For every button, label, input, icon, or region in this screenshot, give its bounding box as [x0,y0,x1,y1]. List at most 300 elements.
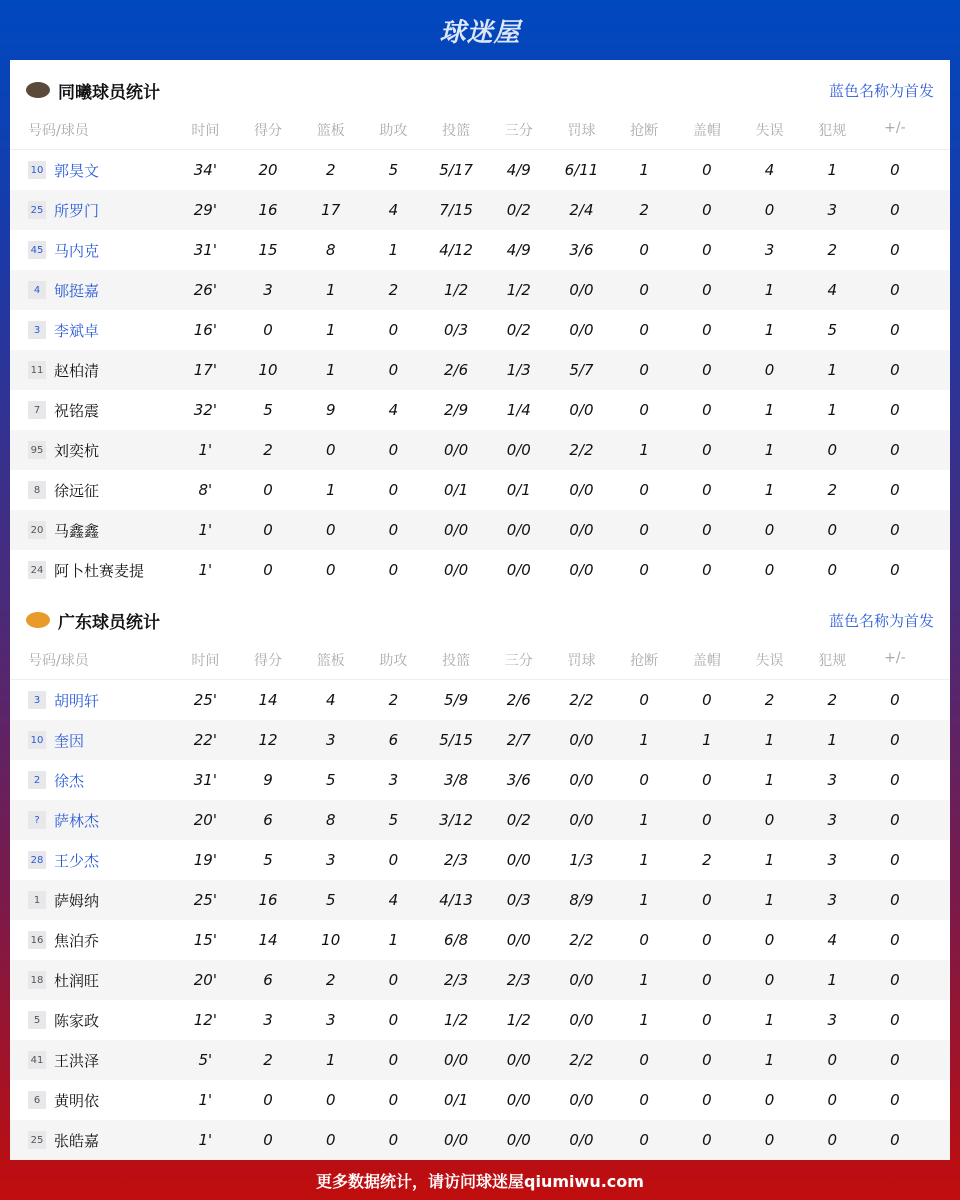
column-header: 投篮 [442,653,471,669]
stat-cell: 9 [263,771,273,789]
column-header: 助攻 [379,653,408,669]
stat-cell: 0/0 [444,561,469,579]
stat-cell: 0 [890,361,900,379]
stat-cell: 2/2 [569,441,594,459]
stat-cell: 0 [388,971,399,989]
table-row[interactable] [10,1080,950,1120]
stat-cell: 5/15 [439,731,473,749]
stat-cell: 0 [890,731,900,749]
stat-cell: 8 [325,811,336,829]
table-row[interactable] [10,880,950,920]
stat-cell: 5 [325,891,336,909]
stat-cell: 3/6 [569,241,594,259]
stat-cell: 5 [388,161,399,179]
column-header: 失误 [755,653,784,669]
stat-cell: 1 [764,771,775,789]
table-row[interactable] [10,920,950,960]
stat-cell: 0/0 [569,561,594,579]
jersey-number: 10 [28,731,46,749]
stat-cell: 2 [702,851,712,869]
stat-cell: 1 [639,161,649,179]
stat-cell: 0 [639,771,649,789]
stat-cell: 4/9 [506,241,531,259]
starter-note: 蓝色名称为首发 [828,611,934,630]
stat-cell: 1 [388,241,399,259]
table-row[interactable] [10,680,950,720]
stat-cell: 3 [827,771,837,789]
stat-cell: 8/9 [569,891,594,909]
player-cell [10,160,174,181]
stat-cell: 2 [263,441,273,459]
player-name[interactable]: 胡明轩 [54,691,100,710]
stat-cell: 0 [890,891,900,909]
stat-cell: 1 [325,481,336,499]
stat-cell: 0/0 [569,401,594,419]
stat-cell: 0 [325,1131,336,1149]
stat-cell: 0 [388,1091,399,1109]
stat-cell: 0 [639,481,649,499]
stat-cell: 1 [764,851,775,869]
player-cell [10,810,174,831]
stat-cell: 4 [764,161,775,179]
jersey-number: 7 [28,401,46,419]
player-name[interactable]: 萨林杰 [54,811,100,830]
stat-cell: 0/1 [444,1091,469,1109]
stat-cell: 0 [890,161,900,179]
stat-cell: 0 [764,931,775,949]
stat-cell: 17 [321,201,341,219]
stat-cell: 3 [325,851,336,869]
stat-cell: 0/0 [569,771,594,789]
player-cell [10,240,174,261]
column-header: 抢断 [630,123,659,139]
stat-cell: 0 [388,561,399,579]
table-row[interactable] [10,550,950,590]
stat-cell: 20' [193,971,217,989]
stat-cell: 3 [827,851,837,869]
stat-cell: 1 [764,441,775,459]
table-row[interactable] [10,760,950,800]
stat-cell: 4 [388,201,399,219]
stat-cell: 0 [639,561,649,579]
stat-cell: 31' [193,771,217,789]
stat-cell: 0/0 [569,811,594,829]
player-cell [10,320,174,341]
stat-cell: 0 [890,201,900,219]
stat-cell: 1 [639,441,649,459]
stat-cell: 2 [388,281,399,299]
stat-cell: 0 [388,851,399,869]
stat-cell: 0 [764,521,775,539]
player-name[interactable]: 刘奕杭 [54,441,100,460]
jersey-number: 16 [28,931,46,949]
table-row[interactable] [10,1120,950,1160]
stat-cell: 0 [639,1091,649,1109]
stat-cell: 0/0 [569,1131,594,1149]
stat-cell: 5/17 [439,161,473,179]
jersey-number: 3 [28,691,46,709]
column-header: 三分 [504,653,533,669]
stat-cell: 1/3 [569,851,594,869]
stat-cell: 0 [890,241,900,259]
column-header: 盖帽 [692,653,721,669]
table-row[interactable] [10,430,950,470]
stat-cell: 2 [639,201,649,219]
stat-cell: 0/0 [444,441,469,459]
stat-cell: 4/9 [506,161,531,179]
stat-cell: 0 [702,891,712,909]
stat-cell: 0 [827,521,837,539]
stat-cell: 0 [890,441,900,459]
jersey-number: 41 [28,1051,46,1069]
stat-cell: 4 [827,931,837,949]
stat-cell: 0 [890,561,900,579]
stat-cell: 0/0 [569,521,594,539]
stat-cell: 2 [263,1051,273,1069]
stat-cell: 1 [764,281,775,299]
player-cell [10,280,174,301]
player-cell [10,1090,174,1111]
table-row[interactable] [10,470,950,510]
stat-cell: 1 [764,731,775,749]
player-cell [10,520,174,541]
stat-cell: 2/2 [569,931,594,949]
stat-cell: 17' [193,361,217,379]
player-cell [10,770,174,791]
stat-cell: 0 [639,931,649,949]
stat-cell: 1 [388,931,399,949]
stat-cell: 20 [258,161,278,179]
stat-cell: 2 [827,241,837,259]
player-cell [10,930,174,951]
player-name[interactable]: 王洪泽 [54,1051,100,1070]
table-row[interactable] [10,270,950,310]
column-header: 罚球 [567,653,596,669]
stat-cell: 3/12 [439,811,473,829]
stat-cell: 0 [639,241,649,259]
stat-cell: 1 [827,401,837,419]
stat-cell: 0 [890,851,900,869]
table-row[interactable] [10,150,950,190]
stat-cell: 0 [890,1091,900,1109]
stat-cell: 0 [263,561,273,579]
stat-cell: 0 [702,931,712,949]
stat-cell: 0 [702,481,712,499]
player-cell [10,360,174,381]
stat-cell: 0/0 [444,1051,469,1069]
column-header: 得分 [254,123,283,139]
stat-cell: 0 [890,771,900,789]
stat-cell: 15' [193,931,217,949]
stat-cell: 2 [388,691,399,709]
stat-cell: 0/0 [506,931,531,949]
stat-cell: 2/4 [569,201,594,219]
section-title: 广东球员统计 [58,612,160,633]
stat-cell: 25' [193,691,217,709]
stat-cell: 1 [827,361,837,379]
jersey-number: 2 [28,771,46,789]
player-name[interactable]: 陈家政 [54,1011,100,1030]
stat-cell: 16 [258,891,278,909]
stat-cell: 0 [702,1131,712,1149]
stat-cell: 0 [827,1051,837,1069]
stat-cell: 0 [639,1051,649,1069]
player-name[interactable]: 郇挺嘉 [54,281,100,300]
stat-cell: 8' [198,481,213,499]
stat-cell: 0 [388,481,399,499]
stat-cell: 6 [263,971,273,989]
jersey-number: 95 [28,441,46,459]
stat-cell: 14 [258,691,278,709]
team-section [10,590,950,1160]
stat-cell: 2/6 [444,361,469,379]
jersey-number: 3 [28,321,46,339]
column-header: 盖帽 [692,123,721,139]
table-row[interactable] [10,840,950,880]
table-row[interactable] [10,190,950,230]
stat-cell: 10 [258,361,278,379]
table-row[interactable] [10,350,950,390]
stat-cell: 0 [388,1131,399,1149]
stat-cell: 0 [263,481,273,499]
table-header [10,120,950,150]
stat-cell: 1' [198,1091,213,1109]
table-row[interactable] [10,800,950,840]
stat-cell: 3 [827,891,837,909]
player-name[interactable]: 萨姆纳 [54,891,100,910]
stat-cell: 0 [702,201,712,219]
stat-cell: 0 [764,561,775,579]
stat-cell: 1 [764,401,775,419]
column-header: 篮板 [316,123,345,139]
stat-cell: 1/3 [506,361,531,379]
player-cell [10,440,174,461]
player-cell [10,480,174,501]
stat-cell: 1/2 [506,281,531,299]
stat-cell: 2 [827,691,837,709]
stat-cell: 2 [325,161,336,179]
table-row[interactable] [10,390,950,430]
column-header: 犯规 [818,653,847,669]
stat-cell: 0/0 [569,1011,594,1029]
stat-cell: 12 [258,731,278,749]
stat-cell: 8 [325,241,336,259]
stat-cell: 1' [198,1131,213,1149]
stat-cell: 1 [639,971,649,989]
stat-cell: 10 [321,931,341,949]
table-row[interactable] [10,1040,950,1080]
stat-cell: 5 [388,811,399,829]
stat-cell: 0 [702,281,712,299]
stat-cell: 2 [764,691,775,709]
jersey-number: 45 [28,241,46,259]
header-bar [0,0,960,60]
stat-cell: 0 [702,1011,712,1029]
stat-cell: 6 [263,811,273,829]
stat-cell: 0 [639,321,649,339]
stat-cell: 25' [193,891,217,909]
stat-cell: 0 [702,161,712,179]
stat-cell: 0 [702,1051,712,1069]
player-name[interactable]: 郭昊文 [54,161,100,180]
stat-cell: 1 [764,1011,775,1029]
stat-cell: 3 [325,1011,336,1029]
stat-cell: 1 [639,1011,649,1029]
table-header [10,650,950,680]
stat-cell: 0 [263,1131,273,1149]
table-row[interactable] [10,310,950,350]
player-name[interactable]: 奎因 [54,731,85,750]
stat-cell: 3 [827,1011,837,1029]
stat-cell: 2/9 [444,401,469,419]
stat-cell: 0 [325,441,336,459]
player-name[interactable]: 阿卜杜赛麦提 [54,561,145,580]
stat-cell: 5' [198,1051,213,1069]
jersey-number: 6 [28,1091,46,1109]
stat-cell: 2 [325,971,336,989]
stat-cell: 1' [198,561,213,579]
stat-cell: 1 [764,481,775,499]
stat-cell: 0 [764,1091,775,1109]
stat-cell: 0/0 [506,561,531,579]
stat-cell: 0 [702,241,712,259]
column-header: 罚球 [567,123,596,139]
stat-cell: 0 [388,441,399,459]
stat-cell: 5/7 [569,361,594,379]
jersey-number: 24 [28,561,46,579]
section-header [10,590,950,650]
column-header: 犯规 [818,123,847,139]
column-header: 篮板 [316,653,345,669]
stat-cell: 0 [702,321,712,339]
player-name[interactable]: 祝铭震 [54,401,100,420]
stat-cell: 0/0 [506,521,531,539]
stat-cell: 0 [764,201,775,219]
player-name[interactable]: 杜润旺 [54,971,100,990]
section-title: 同曦球员统计 [58,82,160,103]
stat-cell: 0 [388,361,399,379]
stat-cell: 3 [263,281,273,299]
stat-cell: 1/2 [444,1011,469,1029]
player-cell [10,690,174,711]
table-row[interactable] [10,510,950,550]
stat-cell: 1 [827,971,837,989]
stat-cell: 0/1 [444,481,469,499]
stat-cell: 0 [890,1011,900,1029]
stat-cell: 0 [702,1091,712,1109]
player-name[interactable]: 黄明依 [54,1091,100,1110]
stat-cell: 12' [193,1011,217,1029]
stat-cell: 0 [890,931,900,949]
jersey-number: 4 [28,281,46,299]
stat-cell: 3 [263,1011,273,1029]
player-name[interactable]: 赵柏清 [54,361,100,380]
player-name[interactable]: 所罗门 [54,201,100,220]
stat-cell: 0 [388,521,399,539]
table-row[interactable] [10,720,950,760]
stat-cell: 26' [193,281,217,299]
stat-cell: 0 [388,321,399,339]
player-cell [10,1050,174,1071]
stat-cell: 7/15 [439,201,473,219]
stat-cell: 0 [702,361,712,379]
stat-cell: 0 [263,1091,273,1109]
stat-cell: 5 [827,321,837,339]
column-header: 号码/球员 [28,123,89,139]
stat-cell: 1' [198,441,213,459]
stat-cell: 20' [193,811,217,829]
stat-cell: 0/0 [569,1091,594,1109]
table-row[interactable] [10,1000,950,1040]
jersey-number: 25 [28,201,46,219]
stat-cell: 3/8 [444,771,469,789]
column-header: +/- [884,650,906,666]
player-name[interactable]: 徐远征 [54,481,100,500]
stat-cell: 0 [890,521,900,539]
stat-cell: 5/9 [444,691,469,709]
stat-cell: 1 [702,731,712,749]
stats-card [10,60,950,1160]
stat-cell: 5 [325,771,336,789]
stat-cell: 0/1 [506,481,531,499]
player-name[interactable]: 张皓嘉 [54,1131,100,1150]
player-name[interactable]: 马鑫鑫 [54,521,100,540]
player-name[interactable]: 李斌卓 [54,321,100,340]
stat-cell: 0/0 [569,971,594,989]
table-row[interactable] [10,230,950,270]
stat-cell: 0/0 [506,1131,531,1149]
stat-cell: 1 [827,161,837,179]
table-row[interactable] [10,960,950,1000]
player-cell [10,400,174,421]
stat-cell: 0 [890,971,900,989]
stat-cell: 0 [702,771,712,789]
player-cell [10,1130,174,1151]
stat-cell: 29' [193,201,217,219]
stat-cell: 2/3 [506,971,531,989]
player-name[interactable]: 焦泊乔 [54,931,100,950]
stat-cell: 5 [263,851,273,869]
stat-cell: 15 [258,241,278,259]
team-section [10,60,950,590]
player-name[interactable]: 徐杰 [54,771,85,790]
jersey-number: 25 [28,1131,46,1149]
stat-cell: 1 [639,891,649,909]
stat-cell: 0 [639,691,649,709]
stat-cell: 4 [388,891,399,909]
stat-cell: 2 [827,481,837,499]
stat-cell: 3 [764,241,775,259]
stat-cell: 0 [702,401,712,419]
column-header: +/- [884,120,906,136]
stat-cell: 1 [639,731,649,749]
stat-cell: 1 [764,1051,775,1069]
player-name[interactable]: 马内克 [54,241,100,260]
column-header: 助攻 [379,123,408,139]
stat-cell: 0 [890,1051,900,1069]
stat-cell: 2/7 [506,731,531,749]
footer-banner[interactable]: 更多数据统计，请访问球迷屋qiumiwu.com [316,1171,644,1191]
stat-cell: 0 [388,1011,399,1029]
player-name[interactable]: 王少杰 [54,851,100,870]
brand-logo: 球迷屋 [439,17,521,48]
stat-cell: 1 [325,361,336,379]
stat-cell: 0 [325,1091,336,1109]
jersey-number: 11 [28,361,46,379]
stat-cell: 2/6 [506,691,531,709]
jersey-number: 8 [28,481,46,499]
stat-cell: 0/3 [444,321,469,339]
